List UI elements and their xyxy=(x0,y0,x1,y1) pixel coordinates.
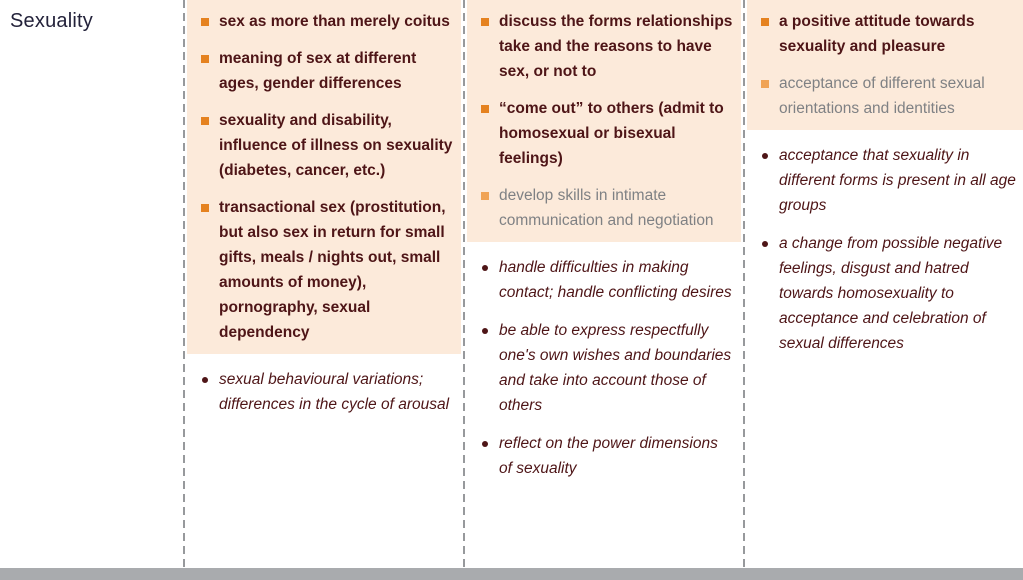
list-item-text: transactional sex (prostitution, but also sex in return for small gifts, meals / nights out, small amounts of money), pornography, sexual dependency xyxy=(219,199,446,341)
list-item xyxy=(197,195,455,345)
italic-list xyxy=(187,354,461,417)
italic-list xyxy=(747,130,1023,356)
dot-bullet-icon xyxy=(762,153,768,159)
list-item-text: meaning of sex at different ages, gender differences xyxy=(219,50,417,92)
list-item-text: “come out” to others (admit to homosexual or bisexual feelings) xyxy=(499,100,724,167)
square-bullet-icon xyxy=(761,18,769,26)
list-item xyxy=(197,9,455,34)
list-item xyxy=(477,255,735,305)
list-item-text: a change from possible negative feelings, disgust and hatred towards homosexuality to acceptance and celebration of sexual differences xyxy=(779,235,1003,352)
list-item xyxy=(477,318,735,418)
column-1-highlight-section xyxy=(187,0,461,354)
list-item-text: sexual behavioural variations; differences in the cycle of arousal xyxy=(219,371,450,413)
list-item xyxy=(757,71,1017,121)
column-3 xyxy=(747,0,1023,369)
list-item xyxy=(477,183,735,233)
square-bullet-icon xyxy=(201,18,209,26)
list-item xyxy=(197,108,455,183)
list-item-text: be able to express respectfully one's own wishes and boundaries and take into account those of others xyxy=(499,322,732,414)
list-item xyxy=(757,9,1017,59)
column-divider-dashed xyxy=(463,0,465,568)
list-item-text: acceptance of different sexual orientations and identities xyxy=(779,75,985,117)
list-item-text: sexuality and disability, influence of illness on sexuality (diabetes, cancer, etc.) xyxy=(219,112,453,179)
list-item-text: develop skills in intimate communication and negotiation xyxy=(499,187,714,229)
dot-bullet-icon xyxy=(202,377,208,383)
list-item xyxy=(197,46,455,96)
column-divider-dashed xyxy=(183,0,185,568)
square-bullet-icon xyxy=(481,105,489,113)
list-item xyxy=(197,367,455,417)
column-1 xyxy=(187,0,461,430)
square-bullet-icon xyxy=(201,204,209,212)
column-3-highlight-section xyxy=(747,0,1023,130)
list-item-text: acceptance that sexuality in different forms is present in all age groups xyxy=(779,147,1016,214)
dot-bullet-icon xyxy=(762,241,768,247)
list-item-text: reflect on the power dimensions of sexuality xyxy=(499,435,718,477)
column-2-highlight-section xyxy=(467,0,741,242)
square-bullet-icon xyxy=(761,80,769,88)
square-bullet-icon xyxy=(201,55,209,63)
list-item xyxy=(757,231,1017,356)
highlight-list xyxy=(477,9,735,233)
list-item-text: handle difficulties in making contact; handle conflicting desires xyxy=(499,259,732,301)
list-item xyxy=(757,143,1017,218)
square-bullet-icon xyxy=(481,18,489,26)
row-label: Sexuality xyxy=(10,10,93,32)
italic-list xyxy=(467,242,741,481)
column-divider-dashed xyxy=(743,0,745,568)
list-item-text: sex as more than merely coitus xyxy=(219,13,450,30)
section-bottom-bar xyxy=(0,568,1023,580)
column-2 xyxy=(467,0,741,494)
highlight-list xyxy=(757,9,1017,121)
highlight-list xyxy=(197,9,455,345)
dot-bullet-icon xyxy=(482,328,488,334)
square-bullet-icon xyxy=(481,192,489,200)
list-item xyxy=(477,96,735,171)
list-item-text: a positive attitude towards sexuality and pleasure xyxy=(779,13,975,55)
square-bullet-icon xyxy=(201,117,209,125)
dot-bullet-icon xyxy=(482,441,488,447)
dot-bullet-icon xyxy=(482,265,488,271)
list-item xyxy=(477,9,735,84)
list-item xyxy=(477,431,735,481)
list-item-text: discuss the forms relationships take and the reasons to have sex, or not to xyxy=(499,13,733,80)
